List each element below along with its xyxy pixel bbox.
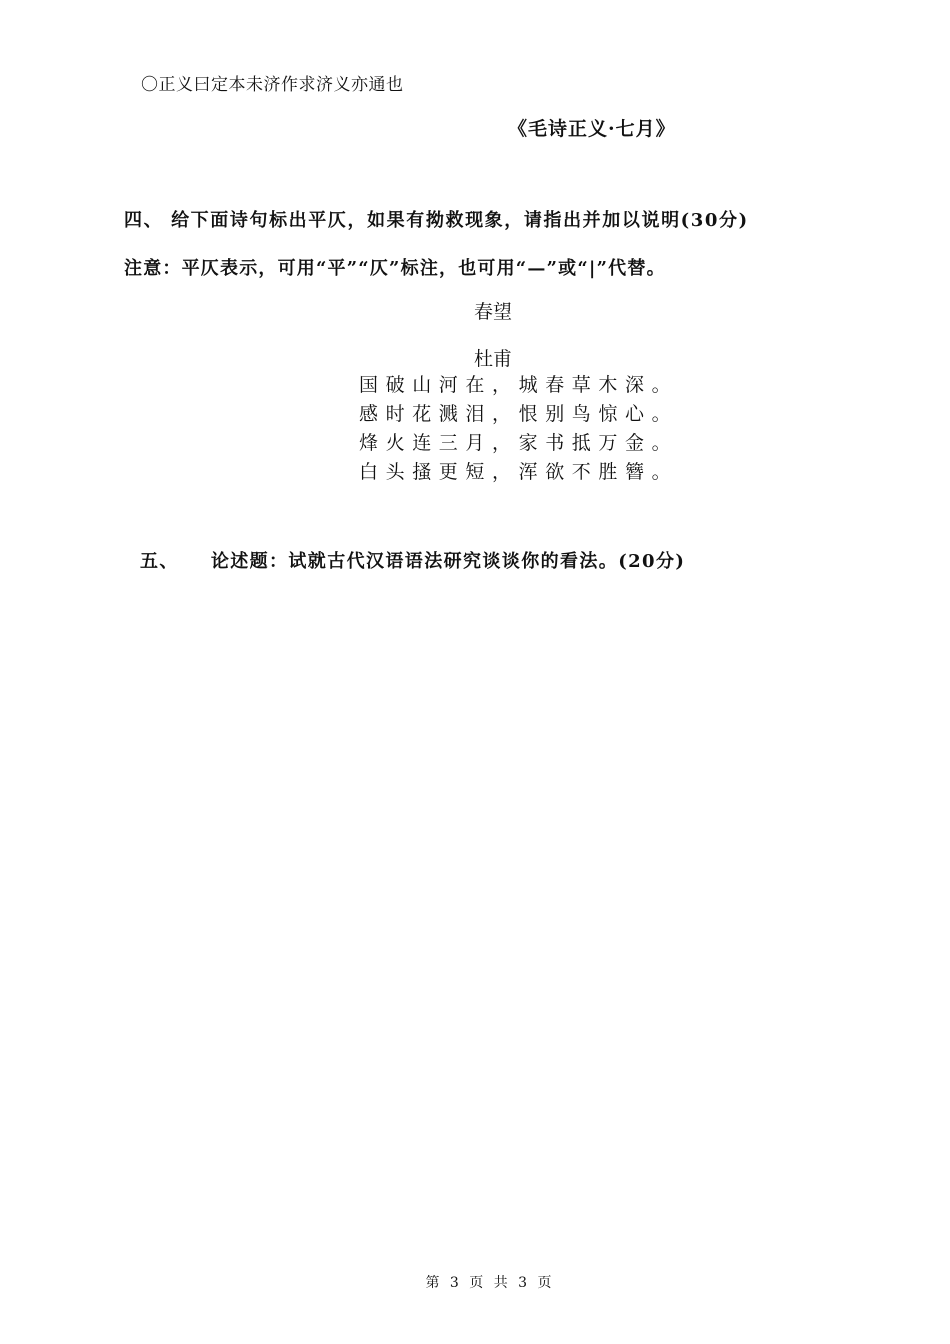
question-four-note: 注意：平仄表示，可用“平”“仄”标注，也可用“—”或“|”代替。 xyxy=(124,258,666,279)
poem-line: 感时花溅泪，恨别鸟惊心。 xyxy=(359,403,679,425)
quote-source: 《毛诗正义·七月》 xyxy=(508,118,676,140)
question-four-title: 四、 给下面诗句标出平仄，如果有拗救现象，请指出并加以说明(30分) xyxy=(124,210,749,231)
page-footer: 第 3 页 共 3 页 xyxy=(425,1275,555,1291)
quoted-commentary-line: 〇正义曰定本未济作求济义亦通也 xyxy=(141,75,404,95)
question-five xyxy=(140,547,685,573)
poem-line: 国破山河在，城春草木深。 xyxy=(359,374,679,396)
poem-line: 白头搔更短，浑欲不胜簪。 xyxy=(359,461,679,483)
question-five-text: 论述题：试就古代汉语语法研究谈谈你的看法。(20分) xyxy=(210,551,686,572)
poem-line: 烽火连三月，家书抵万金。 xyxy=(359,432,679,454)
question-five-number: 五、 xyxy=(140,551,179,572)
poem-title: 春望 xyxy=(473,301,512,323)
poem-body xyxy=(359,371,678,487)
poem-author: 杜甫 xyxy=(473,348,512,370)
